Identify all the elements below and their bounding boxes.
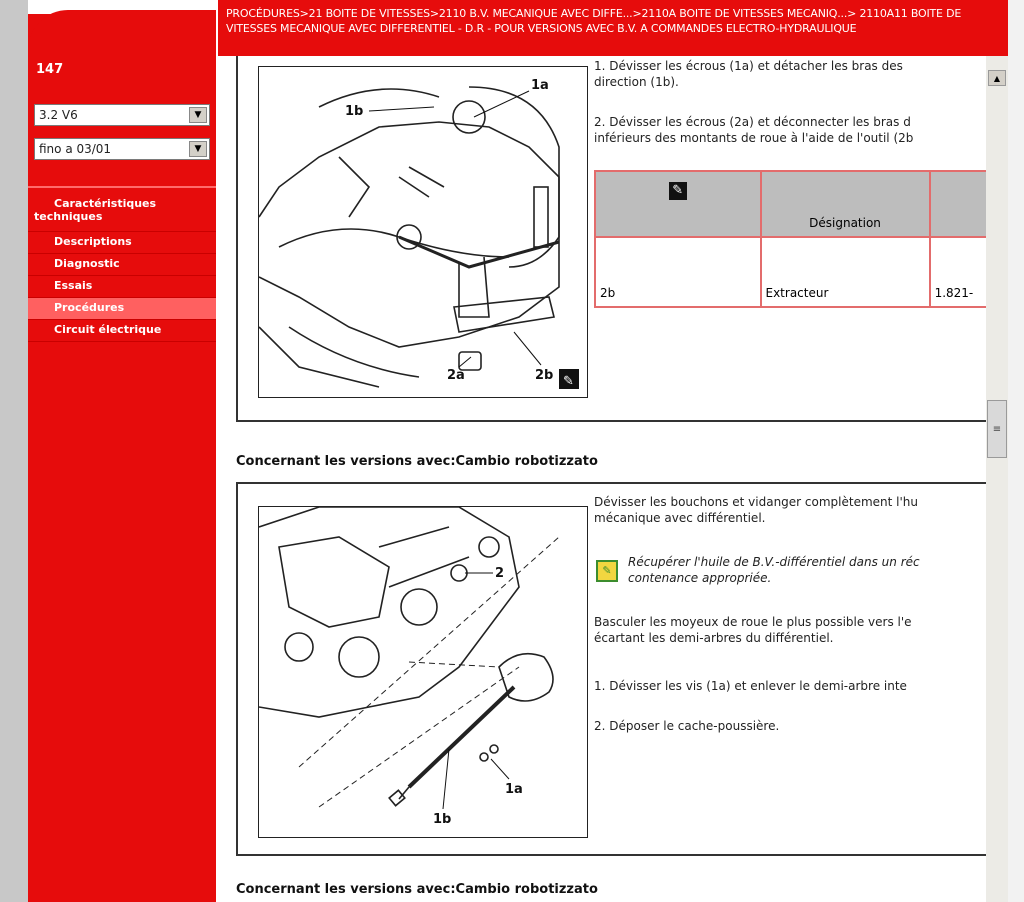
tool-icon-cell bbox=[595, 171, 761, 237]
engine-select[interactable] bbox=[34, 104, 210, 126]
suspension-diagram bbox=[259, 67, 587, 397]
step2-p1-line2: mécanique avec différentiel. bbox=[594, 511, 766, 525]
nav-divider bbox=[28, 186, 216, 188]
sidebar-item-procedures[interactable]: Procédures bbox=[28, 298, 216, 320]
table-row bbox=[595, 237, 986, 307]
label-1b: 1b bbox=[433, 812, 452, 827]
sidebar-nav bbox=[28, 194, 216, 342]
sidebar-header bbox=[28, 10, 216, 56]
suspension-figure bbox=[258, 66, 588, 398]
tools-table-header bbox=[595, 171, 986, 237]
breadcrumb[interactable]: PROCÉDURES>21 BOITE DE VITESSES>2110 B.V. MECANIQUE AVEC DIFFE...>2110A BOITE DE VITESSES MECANIQ...> 2110A11 BOITE DE VITESSES MECANIQUE AVEC DIFFERENTIEL - D.R - POUR VERSIONS AVEC B.V. A COMMANDES ELECTRO-HYDRAULIQUE bbox=[218, 0, 1018, 56]
sidebar-item-caracteristiques[interactable]: Caractéristiques techniques bbox=[28, 194, 216, 232]
scroll-up-icon[interactable]: ▲ bbox=[988, 70, 1006, 86]
sidebar bbox=[28, 0, 216, 902]
step2-note-line2: contenance appropriée. bbox=[628, 571, 772, 585]
gearbox-diagram bbox=[259, 507, 587, 837]
section-title-2: Concernant les versions avec:Cambio robotizzato bbox=[236, 454, 598, 469]
tools-table bbox=[594, 170, 986, 308]
step1-line4: inférieurs des montants de roue à l'aide de l'outil (2b bbox=[594, 131, 914, 145]
left-gutter bbox=[0, 0, 28, 902]
procedure-panel-2 bbox=[236, 482, 986, 856]
label-1a: 1a bbox=[531, 78, 549, 93]
label-2: 2 bbox=[495, 566, 505, 581]
vertical-scrollbar[interactable] bbox=[986, 56, 1008, 902]
step2-p3: 1. Dévisser les vis (1a) et enlever le demi-arbre inte bbox=[594, 679, 907, 693]
tool-code: 1.821- bbox=[930, 237, 986, 307]
label-2b: 2b bbox=[535, 368, 554, 383]
step2-p4: 2. Déposer le cache-poussière. bbox=[594, 719, 780, 733]
model-label: 147 bbox=[36, 62, 64, 77]
step2-p1-line1: Dévisser les bouchons et vidanger complètement l'hu bbox=[594, 495, 919, 509]
chevron-down-icon[interactable]: ▼ bbox=[189, 141, 207, 157]
note-icon: ✎ bbox=[596, 560, 618, 582]
scroll-thumb[interactable]: ≡ bbox=[987, 400, 1007, 458]
designation-header: Désignation bbox=[761, 171, 930, 237]
code-header bbox=[930, 171, 986, 237]
label-1a: 1a bbox=[505, 782, 523, 797]
label-2a: 2a bbox=[447, 368, 465, 383]
main-content bbox=[218, 56, 986, 902]
gearbox-figure bbox=[258, 506, 588, 838]
wrench-icon: ✎ bbox=[563, 374, 574, 389]
procedure-panel-1 bbox=[236, 56, 986, 422]
chevron-down-icon[interactable]: ▼ bbox=[189, 107, 207, 123]
step2-p2-line2: écartant les demi-arbres du différentiel. bbox=[594, 631, 834, 645]
sidebar-item-essais[interactable]: Essais bbox=[28, 276, 216, 298]
section-title-3: Concernant les versions avec:Cambio robotizzato bbox=[236, 882, 598, 897]
tool-ref: 2b bbox=[595, 237, 761, 307]
label-1b: 1b bbox=[345, 104, 364, 119]
tool-designation: Extracteur bbox=[761, 237, 930, 307]
step1-line3: 2. Dévisser les écrous (2a) et déconnecter les bras d bbox=[594, 115, 911, 129]
sidebar-item-descriptions[interactable]: Descriptions bbox=[28, 232, 216, 254]
step1-line1: 1. Dévisser les écrous (1a) et détacher les bras des bbox=[594, 59, 903, 73]
right-edge bbox=[1008, 0, 1024, 902]
sidebar-item-diagnostic[interactable]: Diagnostic bbox=[28, 254, 216, 276]
date-select[interactable] bbox=[34, 138, 210, 160]
engine-select-value: 3.2 V6 bbox=[39, 108, 78, 122]
sidebar-item-circuit[interactable]: Circuit électrique bbox=[28, 320, 216, 342]
date-select-value: fino a 03/01 bbox=[39, 142, 112, 156]
step1-line2: direction (1b). bbox=[594, 75, 679, 89]
step2-p2-line1: Basculer les moyeux de roue le plus possible vers l'e bbox=[594, 615, 912, 629]
step2-note-line1: Récupérer l'huile de B.V.-différentiel dans un réc bbox=[628, 555, 920, 569]
wrench-icon: ✎ bbox=[669, 182, 687, 200]
